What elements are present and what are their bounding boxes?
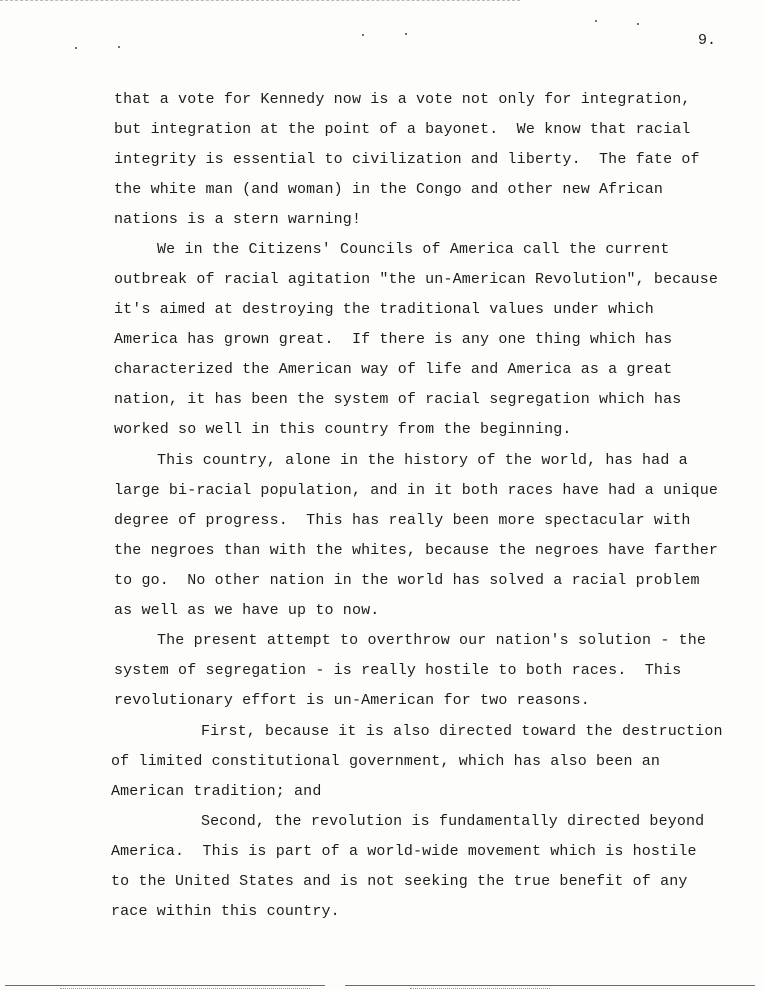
scan-speck — [637, 23, 639, 25]
text-line: the white man (and woman) in the Congo and other new African — [114, 181, 664, 198]
text-line: race within this country. — [111, 903, 340, 920]
paragraph-first-line: This country, alone in the history of the world, has had a — [157, 452, 688, 469]
text-line: degree of progress. This has really been more spectacular with — [114, 512, 691, 529]
scan-speck — [118, 46, 120, 48]
text-line: of limited constitutional government, which has also been an — [111, 753, 661, 770]
page-top-edge — [0, 0, 520, 1]
scan-speck — [405, 33, 407, 35]
paragraph-first-line: The present attempt to overthrow our nation's solution - the — [157, 632, 707, 649]
scan-speck — [362, 34, 364, 36]
scan-noise-line — [410, 988, 550, 989]
scan-speck — [595, 20, 597, 22]
text-line: that a vote for Kennedy now is a vote not only for integration, — [114, 91, 691, 108]
text-line: characterized the American way of life and America as a great — [114, 361, 673, 378]
text-line: America has grown great. If there is any one thing which has — [114, 331, 673, 348]
paragraph-first-line: Second, the revolution is fundamentally directed beyond — [201, 813, 705, 830]
text-line: nation, it has been the system of racial segregation which has — [114, 391, 682, 408]
paragraph-first-line: We in the Citizens' Councils of America call the current — [157, 241, 670, 258]
page-bottom-edge — [345, 985, 755, 986]
text-line: nations is a stern warning! — [114, 211, 362, 228]
text-line: system of segregation - is really hostile to both races. This — [114, 662, 682, 679]
text-line: it's aimed at destroying the traditional values under which — [114, 301, 654, 318]
text-line: but integration at the point of a bayonet. We know that racial — [114, 121, 691, 138]
text-line: the negroes than with the whites, because the negroes have farther — [114, 542, 718, 559]
paragraph-first-line: First, because it is also directed toward the destruction — [201, 723, 723, 740]
text-line: integrity is essential to civilization and liberty. The fate of — [114, 151, 700, 168]
text-line: to the United States and is not seeking the true benefit of any — [111, 873, 688, 890]
page-bottom-edge — [5, 985, 325, 986]
text-line: worked so well in this country from the beginning. — [114, 421, 572, 438]
scan-noise-line — [60, 988, 310, 989]
text-line: America. This is part of a world-wide movement which is hostile — [111, 843, 697, 860]
text-line: outbreak of racial agitation "the un-American Revolution", because — [114, 271, 718, 288]
text-line: as well as we have up to now. — [114, 602, 380, 619]
scan-speck — [75, 47, 77, 49]
text-line: American tradition; and — [111, 783, 322, 800]
text-line: large bi-racial population, and in it both races have had a unique — [114, 482, 718, 499]
text-line: revolutionary effort is un-American for two reasons. — [114, 692, 590, 709]
page-number: 9. — [698, 32, 717, 49]
text-line: to go. No other nation in the world has solved a racial problem — [114, 572, 700, 589]
